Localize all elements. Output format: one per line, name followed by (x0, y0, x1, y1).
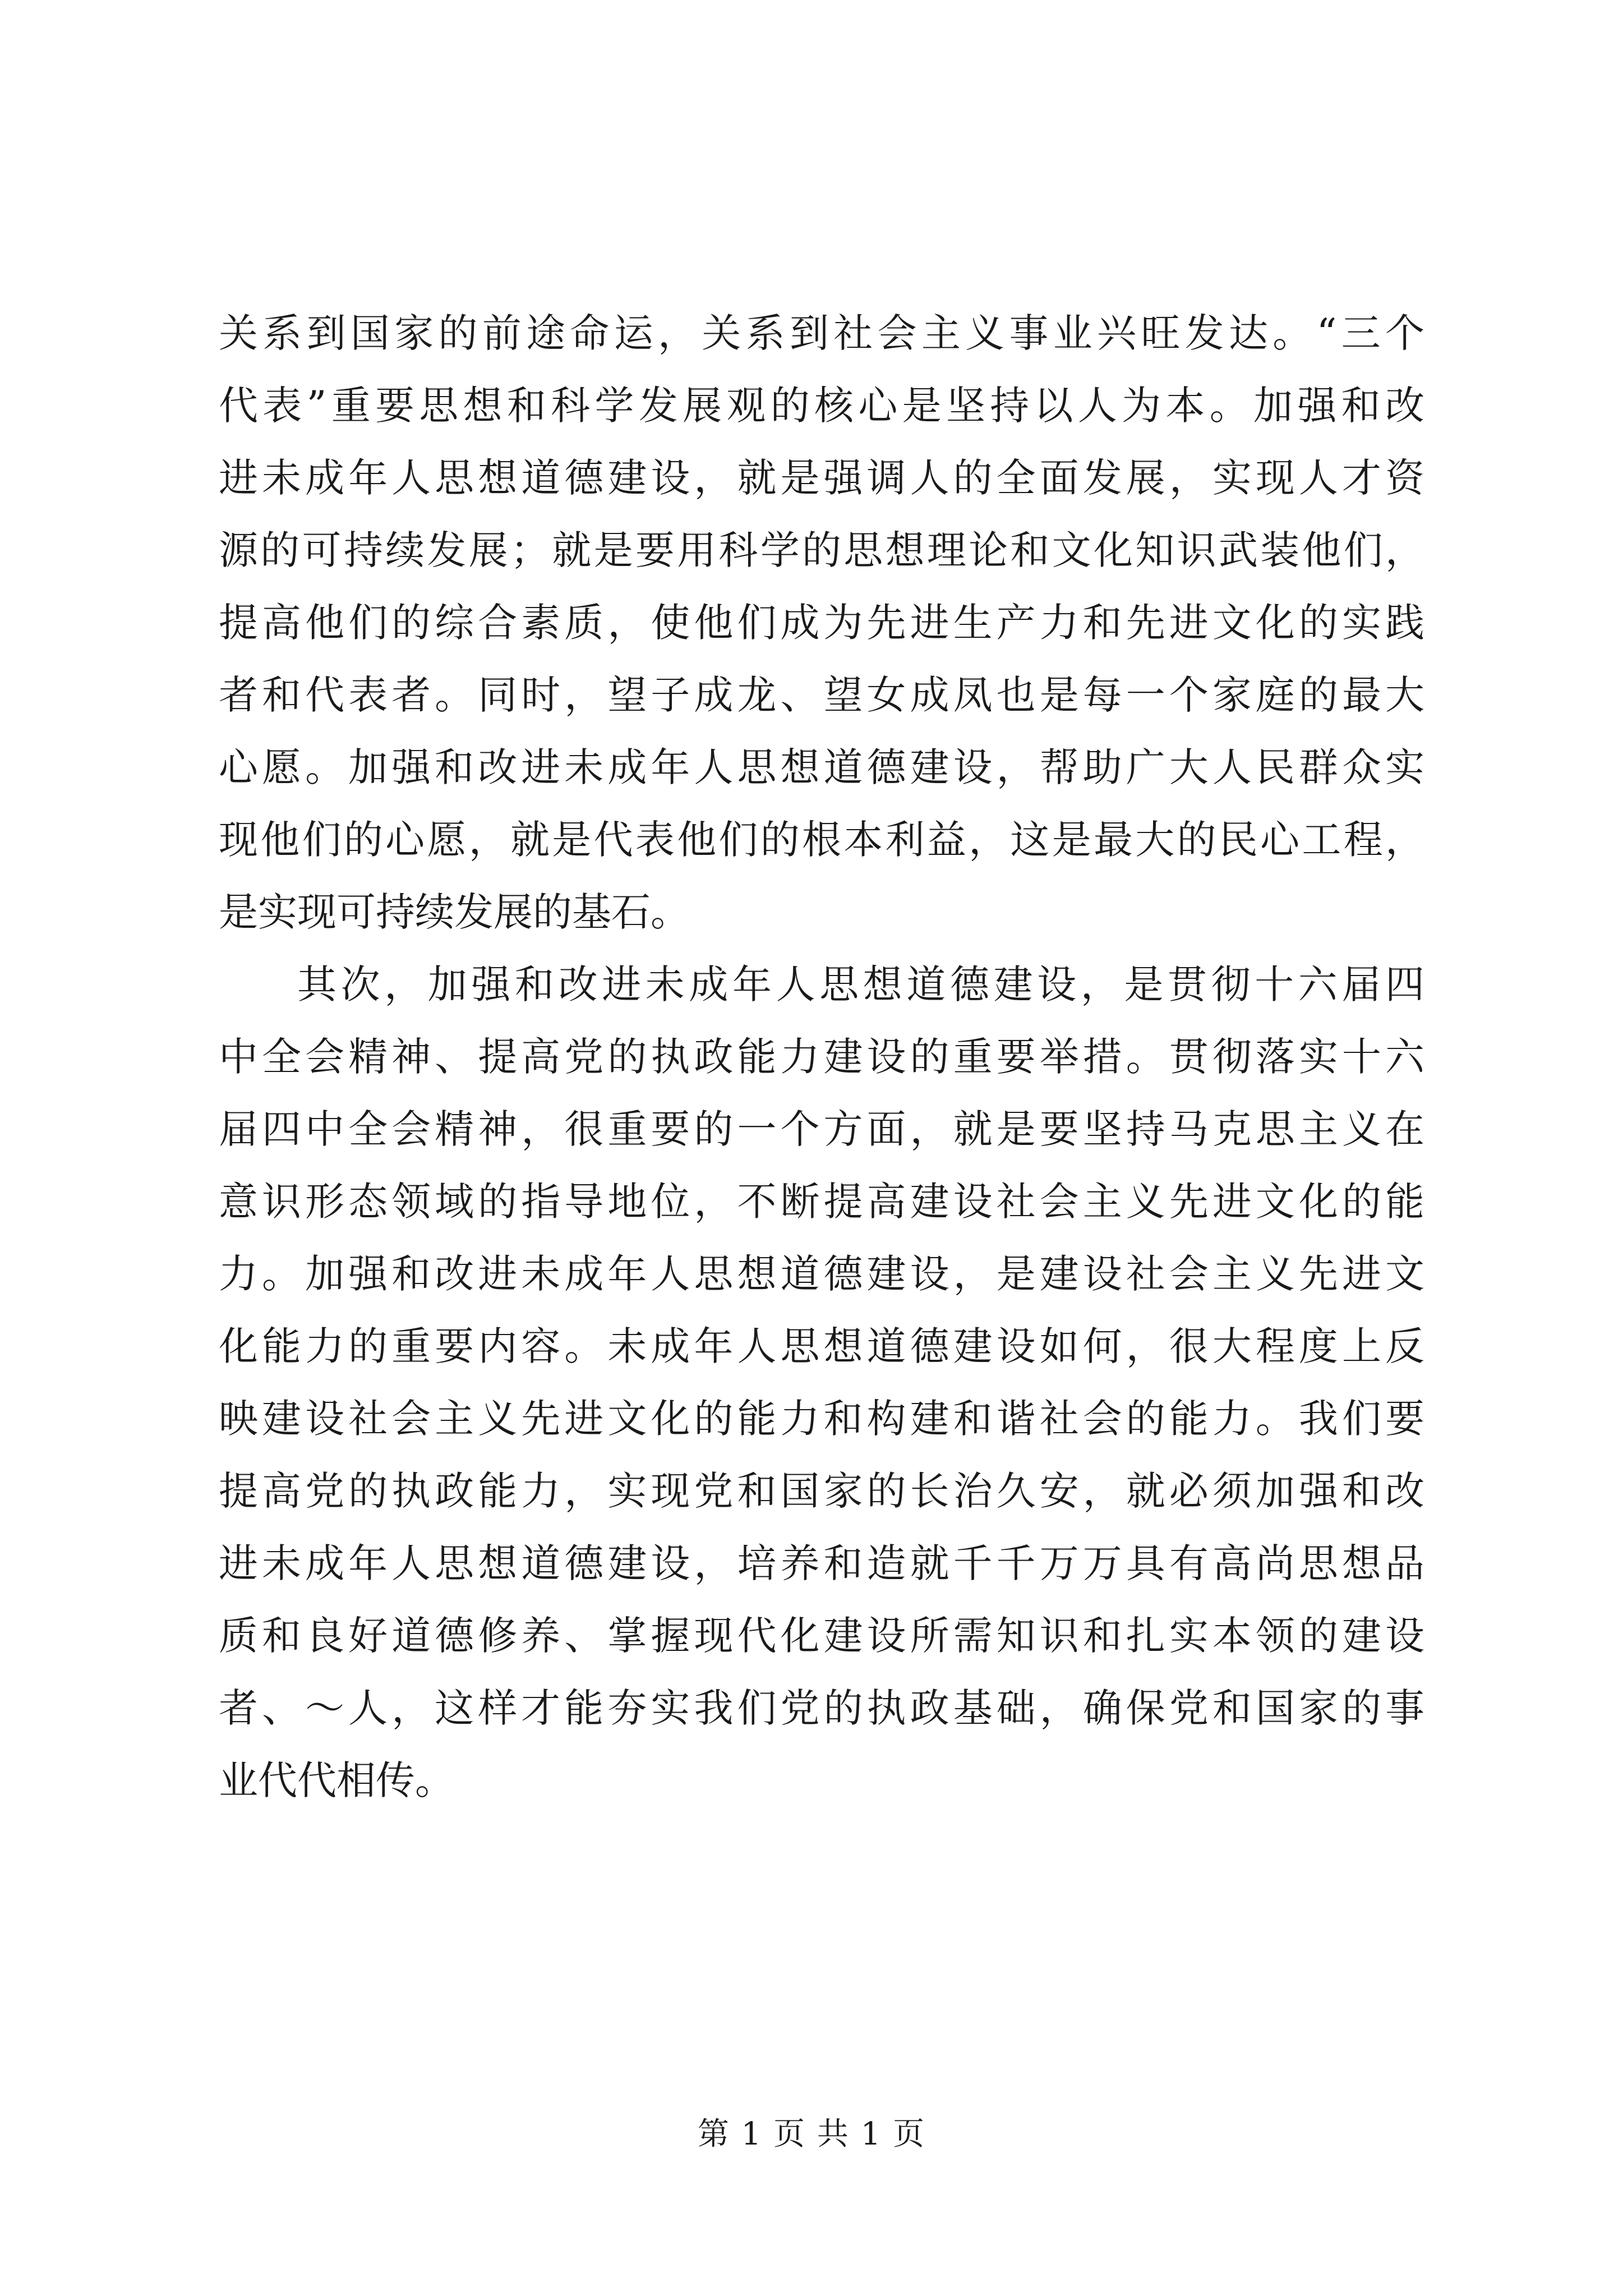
text-line: 心愿。加强和改进未成年人思想道德建设，帮助广大人民群众实 (219, 744, 1424, 790)
text-line: 意识形态领域的指导地位，不断提高建设社会主义先进文化的能 (219, 1179, 1424, 1225)
text-line: 其次，加强和改进未成年人思想道德建设，是贯彻十六届四 (297, 961, 1424, 1007)
paragraph-1 (219, 297, 1424, 949)
text-line: 是实现可持续发展的基石。 (219, 889, 690, 935)
text-line: 者和代表者。同时，望子成龙、望女成凤也是每一个家庭的最大 (219, 672, 1424, 718)
text-line: 质和良好道德修养、掌握现代化建设所需知识和扎实本领的建设 (219, 1613, 1424, 1659)
text-line: 映建设社会主义先进文化的能力和构建和谐社会的能力。我们要 (219, 1396, 1424, 1442)
text-line: 力。加强和改进未成年人思想道德建设，是建设社会主义先进文 (219, 1251, 1424, 1297)
page-number-footer: 第 1 页 共 1 页 (697, 2116, 926, 2152)
text-line: 源的可持续发展；就是要用科学的思想理论和文化知识武装他们， (219, 527, 1424, 573)
text-line: 提高党的执政能力，实现党和国家的长治久安，就必须加强和改 (219, 1468, 1424, 1514)
text-line: 进未成年人思想道德建设，就是强调人的全面发展，实现人才资 (219, 455, 1424, 501)
text-line: 关系到国家的前途命运，关系到社会主义事业兴旺发达。“三个 (219, 310, 1424, 356)
document-body (219, 297, 1424, 1817)
text-line: 提高他们的综合素质，使他们成为先进生产力和先进文化的实践 (219, 600, 1424, 646)
text-line: 代表”重要思想和科学发展观的核心是坚持以人为本。加强和改 (219, 383, 1424, 429)
text-line: 化能力的重要内容。未成年人思想道德建设如何，很大程度上反 (219, 1323, 1424, 1369)
text-line: 进未成年人思想道德建设，培养和造就千千万万具有高尚思想品 (219, 1540, 1424, 1586)
text-line: 中全会精神、提高党的执政能力建设的重要举措。贯彻落实十六 (219, 1034, 1424, 1080)
text-line: 届四中全会精神，很重要的一个方面，就是要坚持马克思主义在 (219, 1106, 1424, 1152)
paragraph-2 (219, 949, 1424, 1817)
text-line: 者、～人，这样才能夯实我们党的执政基础，确保党和国家的事 (219, 1685, 1424, 1731)
text-line: 业代代相传。 (219, 1757, 454, 1803)
text-line: 现他们的心愿，就是代表他们的根本利益，这是最大的民心工程， (219, 817, 1424, 863)
